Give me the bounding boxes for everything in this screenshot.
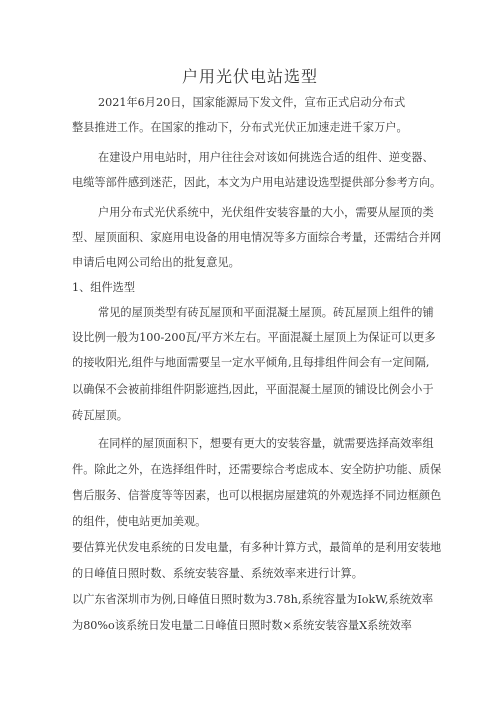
paragraph-line: 以确保不会被前排组件阴影遮挡,因此，平面混凝土屋顶的铺设比例会小于 bbox=[72, 383, 434, 396]
paragraph-line: 以广东省深圳市为例,日峰值日照时数为3.78h,系统容量为IokW,系统效率 bbox=[72, 593, 434, 606]
paragraph-line: 电缆等部件感到迷茫，因此，本文为户用电站建设选型提供部分参考方向。 bbox=[72, 176, 442, 189]
section-heading: 1、组件选型 bbox=[72, 281, 136, 294]
paragraph-line: 件。除此之外，在选择组件时，还需要综合考虑成本、安全防护功能、质保 bbox=[72, 463, 442, 476]
paragraph-line: 的接收阳光,组件与地面需要呈一定水平倾角,且每排组件间会有一定间隔, bbox=[72, 356, 430, 369]
paragraph-line: 为80%o该系统日发电量二日峰值日照时数×系统安装容量X系统效率 bbox=[72, 619, 412, 632]
paragraph-line: 砖瓦屋顶。 bbox=[72, 409, 128, 422]
paragraph-line: 在建设户用电站时，用户往往会对该如何挑选合适的组件、逆变器、 bbox=[98, 151, 434, 164]
paragraph-line: 要估算光伏发电系统的日发电量，有多种计算方式，最简单的是利用安装地 bbox=[72, 541, 442, 554]
paragraph-line: 整县推进工作。在国家的推动下，分布式光伏正加速走进千家万户。 bbox=[72, 121, 408, 134]
paragraph-line: 2021年6月20日，国家能源局下发文件，宣布正式启动分布式 bbox=[98, 96, 406, 109]
paragraph-line: 的组件，使电站更加美观。 bbox=[72, 515, 207, 528]
paragraph-line: 的日峰值日照时数、系统安装容量、系统效率来进行计算。 bbox=[72, 567, 363, 580]
paragraph-line: 设比例一般为100-200瓦/平方米左右。平面混凝土屋顶上为保证可以更多 bbox=[72, 331, 436, 344]
paragraph-line: 申请后电网公司给出的批复意见。 bbox=[72, 256, 240, 269]
document-title: 户用光伏电站选型 bbox=[181, 67, 318, 86]
paragraph-line: 常见的屋顶类型有砖瓦屋顶和平面混凝土屋顶。砖瓦屋顶上组件的铺 bbox=[98, 306, 434, 319]
paragraph-line: 户用分布式光伏系统中，光伏组件安装容量的大小，需要从屋顶的类 bbox=[98, 206, 434, 219]
paragraph-line: 型、屋顶面积、家庭用电设备的用电情况等多方面综合考量，还需结合并网 bbox=[72, 231, 442, 244]
paragraph-line: 在同样的屋顶面积下，想要有更大的安装容量，就需要选择高效率组 bbox=[98, 437, 434, 450]
paragraph-line: 售后服务、信誉度等等因素，也可以根据房屋建筑的外观选择不同边框颜色 bbox=[72, 489, 442, 502]
